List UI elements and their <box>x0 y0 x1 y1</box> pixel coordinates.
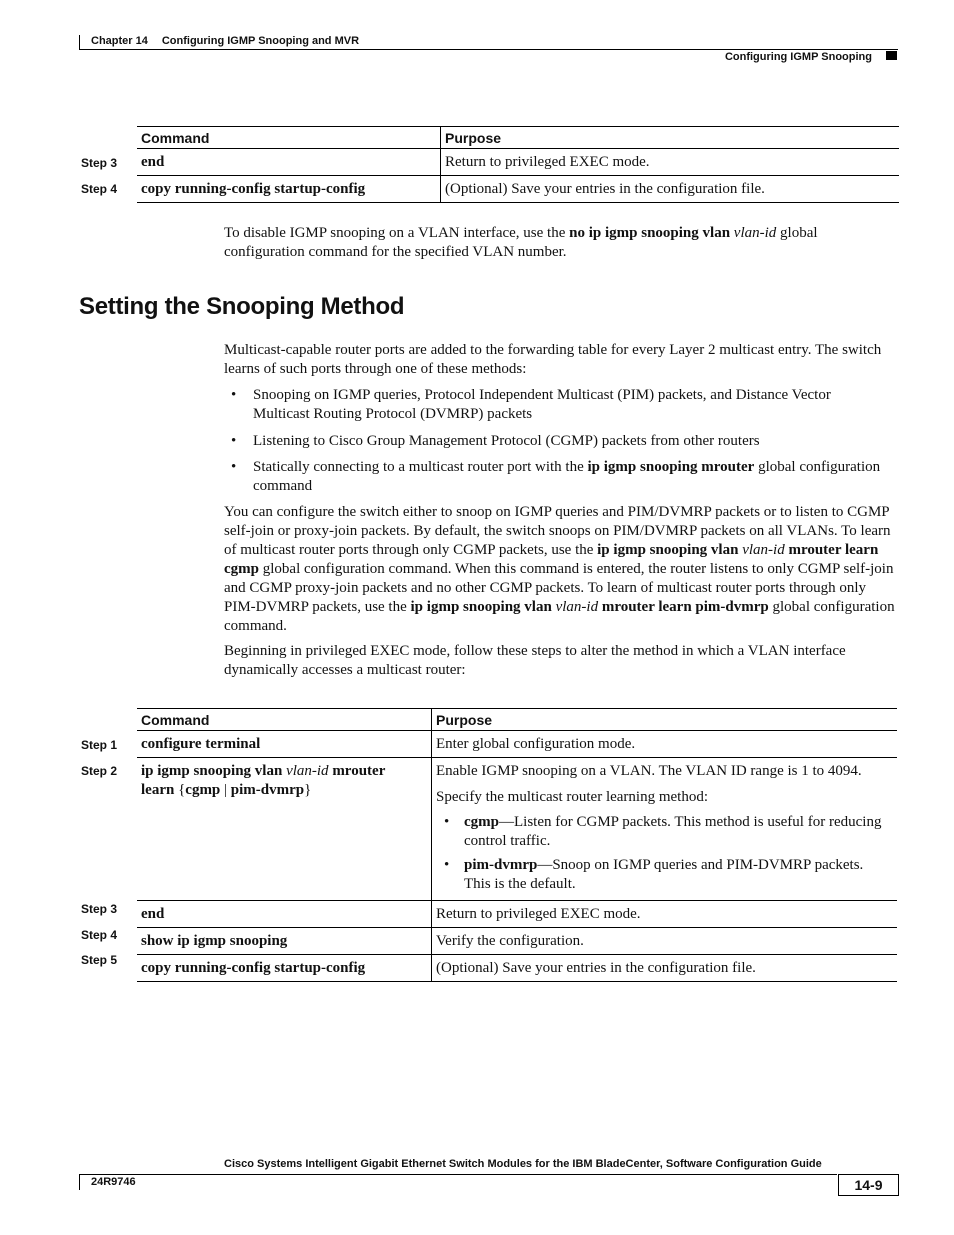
command-keyword: mrouter learn cgmp <box>224 542 879 577</box>
option-keyword: pim-dvmrp <box>464 857 538 873</box>
table-header-row <box>137 127 899 149</box>
table-row <box>137 928 897 955</box>
purpose-cell: (Optional) Save your entries in the configuration file. <box>432 955 898 982</box>
intro-paragraph <box>224 341 896 379</box>
command-keyword: ip igmp snooping vlan <box>597 542 739 558</box>
purpose-cell: Return to privileged EXEC mode. <box>441 149 900 176</box>
purpose-cell: Return to privileged EXEC mode. <box>432 901 898 928</box>
chapter-title: Configuring IGMP Snooping and MVR <box>161 35 360 47</box>
command-cell: end <box>137 149 441 176</box>
header-marker-box <box>886 51 897 60</box>
bullet-item <box>231 386 891 424</box>
command-keyword: mrouter <box>332 763 386 779</box>
purpose-cell: Verify the configuration. <box>432 928 898 955</box>
step-label: Step 3 <box>81 902 118 916</box>
syntax-bar: | <box>224 782 228 798</box>
command-cell: copy running-config startup-config <box>137 176 441 203</box>
step-label: Step 2 <box>81 764 118 778</box>
table-row <box>137 731 897 758</box>
header-rule <box>79 49 898 50</box>
column-header-command: Command <box>137 127 441 149</box>
steps-table-1 <box>137 126 899 203</box>
text-run: global configuration command. When this command is entered, the router listens to only CGMP self-join and CGMP proxy-join packets and no other CGMP packets. To learn of multicast router ports through only PIM-DVMRP packets, use the <box>224 561 894 615</box>
step-label: Step 3 <box>81 156 118 170</box>
table-row <box>137 149 899 176</box>
bullet-icon: • <box>231 433 237 449</box>
table-row <box>137 176 899 203</box>
bullet-text: Listening to Cisco Group Management Protocol (CGMP) packets from other routers <box>253 433 760 449</box>
bullet-icon: • <box>444 857 450 873</box>
command-argument: vlan-id <box>286 763 329 779</box>
command-keyword: ip igmp snooping vlan <box>141 763 283 779</box>
command-keyword: learn <box>141 782 175 798</box>
option-item <box>436 813 893 851</box>
bullet-icon: • <box>444 814 450 830</box>
purpose-cell: (Optional) Save your entries in the configuration file. <box>441 176 900 203</box>
bullet-text: Snooping on IGMP queries, Protocol Independent Multicast (PIM) packets, and Distance Vector Multicast Routing Protocol (DVMRP) packets <box>253 387 831 422</box>
bullet-text <box>253 458 891 496</box>
command-cell: end <box>137 901 432 928</box>
command-cell: configure terminal <box>137 731 432 758</box>
step-label: Step 5 <box>81 953 118 967</box>
disable-snooping-paragraph <box>224 224 896 262</box>
procedure-intro-paragraph <box>224 642 896 680</box>
command-keyword: ip igmp snooping mrouter <box>587 459 755 475</box>
intro-text: Multicast-capable router ports are added to the forwarding table for every Layer 2 multicast entry. The switch learns of such ports through one of these methods: <box>224 342 882 377</box>
column-header-command: Command <box>137 709 432 731</box>
option-text: —Snoop on IGMP queries and PIM-DVMRP packets. This is the default. <box>464 857 864 892</box>
footer-guide-title: Cisco Systems Intelligent Gigabit Ethernet Switch Modules for the IBM BladeCenter, Software Configuration Guide <box>224 1158 822 1170</box>
command-keyword: ip igmp snooping vlan <box>410 599 552 615</box>
command-argument: vlan-id <box>733 225 777 241</box>
chapter-label: Chapter 14 <box>91 35 148 47</box>
command-cell: show ip igmp snooping <box>137 928 432 955</box>
bullet-icon: • <box>231 459 237 475</box>
syntax-brace: } <box>304 782 312 798</box>
purpose-cell <box>432 758 898 901</box>
table-row <box>137 955 897 982</box>
footer-rule <box>79 1174 837 1175</box>
text-run: To disable IGMP snooping on a VLAN interface, use the <box>224 225 570 241</box>
command-argument: vlan-id <box>555 599 599 615</box>
bullet-item <box>231 432 891 451</box>
running-header-chapter <box>91 35 373 47</box>
page-number: 14-9 <box>838 1174 899 1196</box>
table-row <box>137 901 897 928</box>
table-row <box>137 758 897 901</box>
purpose-text: Specify the multicast router learning method: <box>436 789 709 805</box>
text-run: global configuration command <box>253 459 881 494</box>
option-text: —Listen for CGMP packets. This method is useful for reducing control traffic. <box>464 814 882 849</box>
command-argument: vlan-id <box>742 542 785 558</box>
command-cell <box>137 758 432 901</box>
section-heading: Setting the Snooping Method <box>79 293 405 320</box>
header-left-rule <box>79 35 80 50</box>
running-header-section: Configuring IGMP Snooping <box>724 51 872 63</box>
bullet-icon: • <box>231 387 237 403</box>
footer-doc-number: 24R9746 <box>91 1176 136 1188</box>
table-header-row <box>137 709 897 731</box>
procedure-intro-text: Beginning in privileged EXEC mode, follow these steps to alter the method in which a VLAN interface dynamically accesses a multicast router: <box>224 643 846 678</box>
column-header-purpose: Purpose <box>432 709 898 731</box>
text-run: You can configure the switch either to snoop on IGMP queries and PIM/DVMRP packets or to listen to CGMP self-join or proxy-join packets. By default, the switch snoops on PIM/DVMRP packets on all VLANs. To learn of multicast router ports through only CGMP packets, use the <box>224 504 891 558</box>
command-keyword: cgmp <box>185 782 221 798</box>
command-cell: copy running-config startup-config <box>137 955 432 982</box>
column-header-purpose: Purpose <box>441 127 900 149</box>
option-keyword: cgmp <box>464 814 499 830</box>
command-keyword: mrouter learn pim-dvmrp <box>601 599 769 615</box>
text-run: Statically connecting to a multicast router port with the <box>253 459 588 475</box>
purpose-text: Enable IGMP snooping on a VLAN. The VLAN ID range is 1 to 4094. <box>436 763 862 779</box>
syntax-brace: { <box>178 782 186 798</box>
step-label: Step 1 <box>81 738 118 752</box>
text-run: global configuration command. <box>224 599 895 634</box>
bullet-item <box>231 458 891 496</box>
step-label: Step 4 <box>81 928 118 942</box>
command-keyword: pim-dvmrp <box>230 782 305 798</box>
option-item <box>436 856 893 894</box>
text-run: global configuration command for the specified VLAN number. <box>224 225 818 260</box>
footer-left-rule <box>79 1174 80 1190</box>
purpose-cell: Enter global configuration mode. <box>432 731 898 758</box>
configure-method-paragraph <box>224 503 896 636</box>
steps-table-2 <box>137 708 897 982</box>
command-keyword: no ip igmp snooping vlan <box>569 225 731 241</box>
step-label: Step 4 <box>81 182 118 196</box>
